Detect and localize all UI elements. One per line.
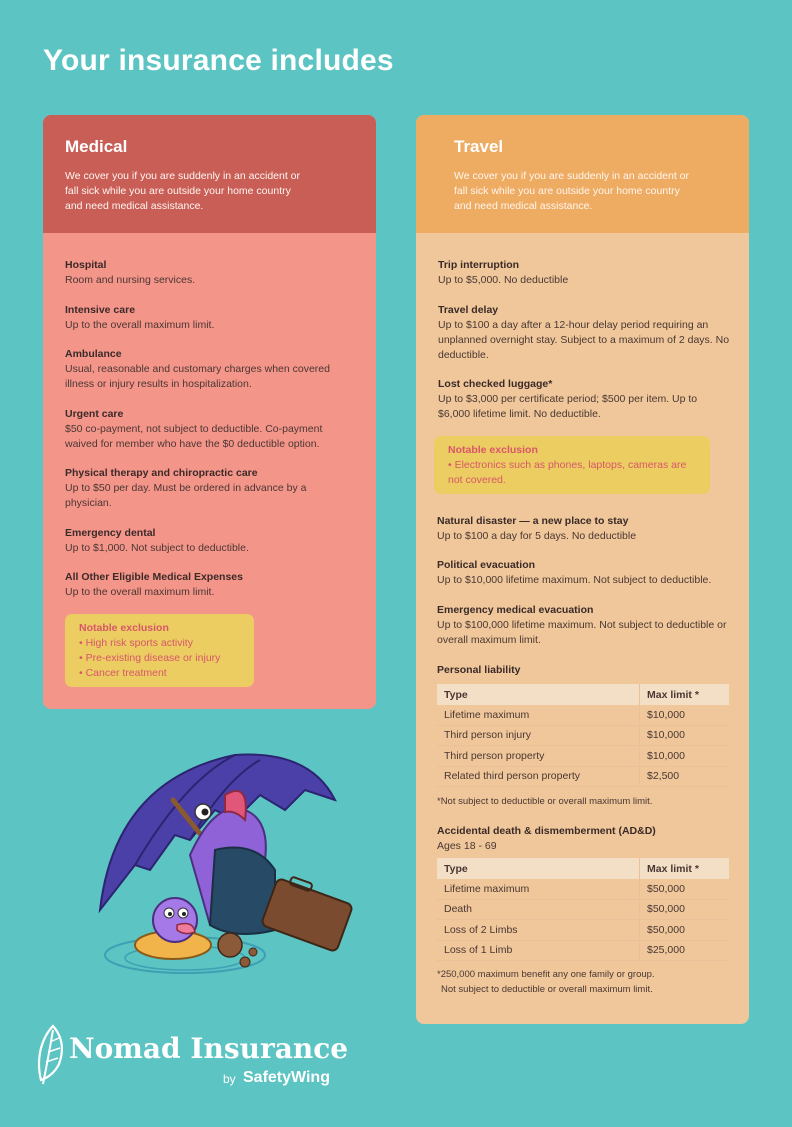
item-desc: Up to $5,000. No deductible [438, 274, 569, 286]
liability-footnote: *Not subject to deductible or overall maximum limit. [437, 796, 653, 807]
medical-title: Medical [65, 137, 128, 156]
item-title: Political evacuation [437, 559, 536, 571]
cell-limit: $25,000 [640, 940, 730, 961]
cell-type: Lifetime maximum [437, 705, 640, 725]
cell-limit: $10,000 [640, 725, 730, 746]
cell-type: Lifetime maximum [437, 879, 640, 899]
item-desc: Room and nursing services. [65, 274, 196, 286]
add-footnote-1: *250,000 maximum benefit any one family or group. [437, 969, 655, 980]
section-title: Accidental death & dismemberment (AD&D) [437, 825, 656, 837]
cell-limit: $10,000 [640, 705, 730, 725]
item-desc: Up to $50 per day. Must be ordered in advance by a physician. [65, 482, 307, 509]
exclusion-item: • High risk sports activity [79, 637, 193, 649]
exclusion-item: • Pre-existing disease or injury [79, 652, 221, 664]
exclusion-item: • Cancer treatment [79, 667, 167, 679]
brand-company: SafetyWing [243, 1069, 330, 1086]
medical-exclusion-box [65, 614, 254, 687]
item-desc: $50 co-payment, not subject to deductible. Co-payment waived for member who have the $0 deductible option. [65, 423, 323, 450]
nomad-insurance-logo [33, 1024, 349, 1094]
exclusion-title: Notable exclusion [79, 622, 169, 634]
table-row [437, 940, 729, 961]
brand-name: Nomad Insurance [69, 1032, 349, 1065]
section-title: Personal liability [437, 664, 521, 676]
item-title: Hospital [65, 259, 107, 271]
table-header-row [437, 684, 729, 705]
item-desc: Up to $1,000. Not subject to deductible. [65, 542, 249, 554]
item-desc: Up to $10,000 lifetime maximum. Not subject to deductible. [437, 574, 712, 586]
item-desc: Up to $100 a day after a 12-hour delay period requiring an unplanned overnight stay. Subject to a maximum of 2 days. No deductible. [438, 319, 730, 361]
item-desc: Up to $3,000 per certificate period; $500 per item. Up to $6,000 lifetime limit. No deductible. [438, 393, 698, 420]
table-row [437, 746, 729, 767]
medical-item-physical-therapy [65, 466, 355, 511]
travel-item-political-evacuation [437, 558, 731, 588]
add-heading [437, 824, 731, 854]
cell-limit: $50,000 [640, 899, 730, 920]
page-title: Your insurance includes [43, 44, 394, 77]
travel-description: We cover you if you are suddenly in an accident or fall sick while you are outside your home country and need medical assistance. [454, 170, 690, 212]
cell-type: Third person injury [437, 725, 640, 746]
cell-type: Loss of 1 Limb [437, 940, 640, 961]
item-title: Emergency dental [65, 527, 156, 539]
item-title: Intensive care [65, 304, 136, 316]
medical-item-urgent-care [65, 407, 355, 452]
table-row [437, 920, 729, 941]
exclusion-title: Notable exclusion [448, 444, 538, 456]
column-header-max-limit: Max limit * [640, 858, 730, 879]
table-row [437, 725, 729, 746]
feather-icon [33, 1024, 67, 1086]
cell-limit: $10,000 [640, 746, 730, 767]
item-desc: Usual, reasonable and customary charges when covered illness or injury results in hospitalization. [65, 363, 330, 390]
cell-type: Death [437, 899, 640, 920]
table-row [437, 766, 729, 787]
cell-limit: $50,000 [640, 920, 730, 941]
table-row [437, 899, 729, 920]
bird-umbrella-illustration [95, 740, 365, 985]
item-desc: Up to $100 a day for 5 days. No deductible [437, 530, 637, 542]
column-header-type: Type [437, 684, 640, 705]
travel-card-header [416, 115, 749, 233]
personal-liability-table [437, 684, 729, 787]
add-table [437, 858, 729, 961]
column-header-type: Type [437, 858, 640, 879]
item-title: Emergency medical evacuation [437, 604, 594, 616]
section-subtitle: Ages 18 - 69 [437, 840, 497, 852]
medical-item-other-expenses [65, 570, 355, 600]
item-title: Travel delay [438, 304, 499, 316]
cell-limit: $2,500 [640, 766, 730, 787]
item-desc: Up to the overall maximum limit. [65, 319, 215, 331]
travel-item-travel-delay [438, 303, 730, 363]
item-title: Ambulance [65, 348, 122, 360]
medical-item-emergency-dental [65, 526, 355, 556]
travel-item-lost-luggage [438, 377, 730, 422]
medical-item-hospital [65, 258, 355, 288]
table-row [437, 705, 729, 725]
item-title: All Other Eligible Medical Expenses [65, 571, 243, 583]
travel-title: Travel [454, 137, 504, 156]
cell-type: Third person property [437, 746, 640, 767]
add-footnote-2: Not subject to deductible or overall maximum limit. [441, 984, 653, 995]
item-title: Trip interruption [438, 259, 520, 271]
medical-card-header [43, 115, 376, 233]
travel-item-trip-interruption [438, 258, 730, 288]
cell-type: Related third person property [437, 766, 640, 787]
item-title: Urgent care [65, 408, 124, 420]
item-title: Natural disaster — a new place to stay [437, 515, 629, 527]
travel-exclusion-box [434, 436, 710, 494]
item-desc: Up to $100,000 lifetime maximum. Not subject to deductible or overall maximum limit. [437, 619, 727, 646]
exclusion-item: • Electronics such as phones, laptops, cameras are not covered. [448, 459, 687, 486]
item-title: Lost checked luggage* [438, 378, 553, 390]
medical-description: We cover you if you are suddenly in an accident or fall sick while you are outside your home country and need medical assistance. [65, 170, 301, 212]
medical-item-intensive-care [65, 303, 355, 333]
brand-by: by [223, 1072, 236, 1086]
travel-item-natural-disaster [437, 514, 731, 544]
travel-card [416, 115, 749, 1024]
item-desc: Up to the overall maximum limit. [65, 586, 215, 598]
table-row [437, 879, 729, 899]
column-header-max-limit: Max limit * [640, 684, 730, 705]
cell-limit: $50,000 [640, 879, 730, 899]
personal-liability-heading [437, 663, 731, 678]
item-title: Physical therapy and chiropractic care [65, 467, 258, 479]
table-header-row [437, 858, 729, 879]
medical-item-ambulance [65, 347, 355, 392]
cell-type: Loss of 2 Limbs [437, 920, 640, 941]
travel-item-medical-evacuation [437, 603, 731, 648]
medical-card [43, 115, 376, 709]
